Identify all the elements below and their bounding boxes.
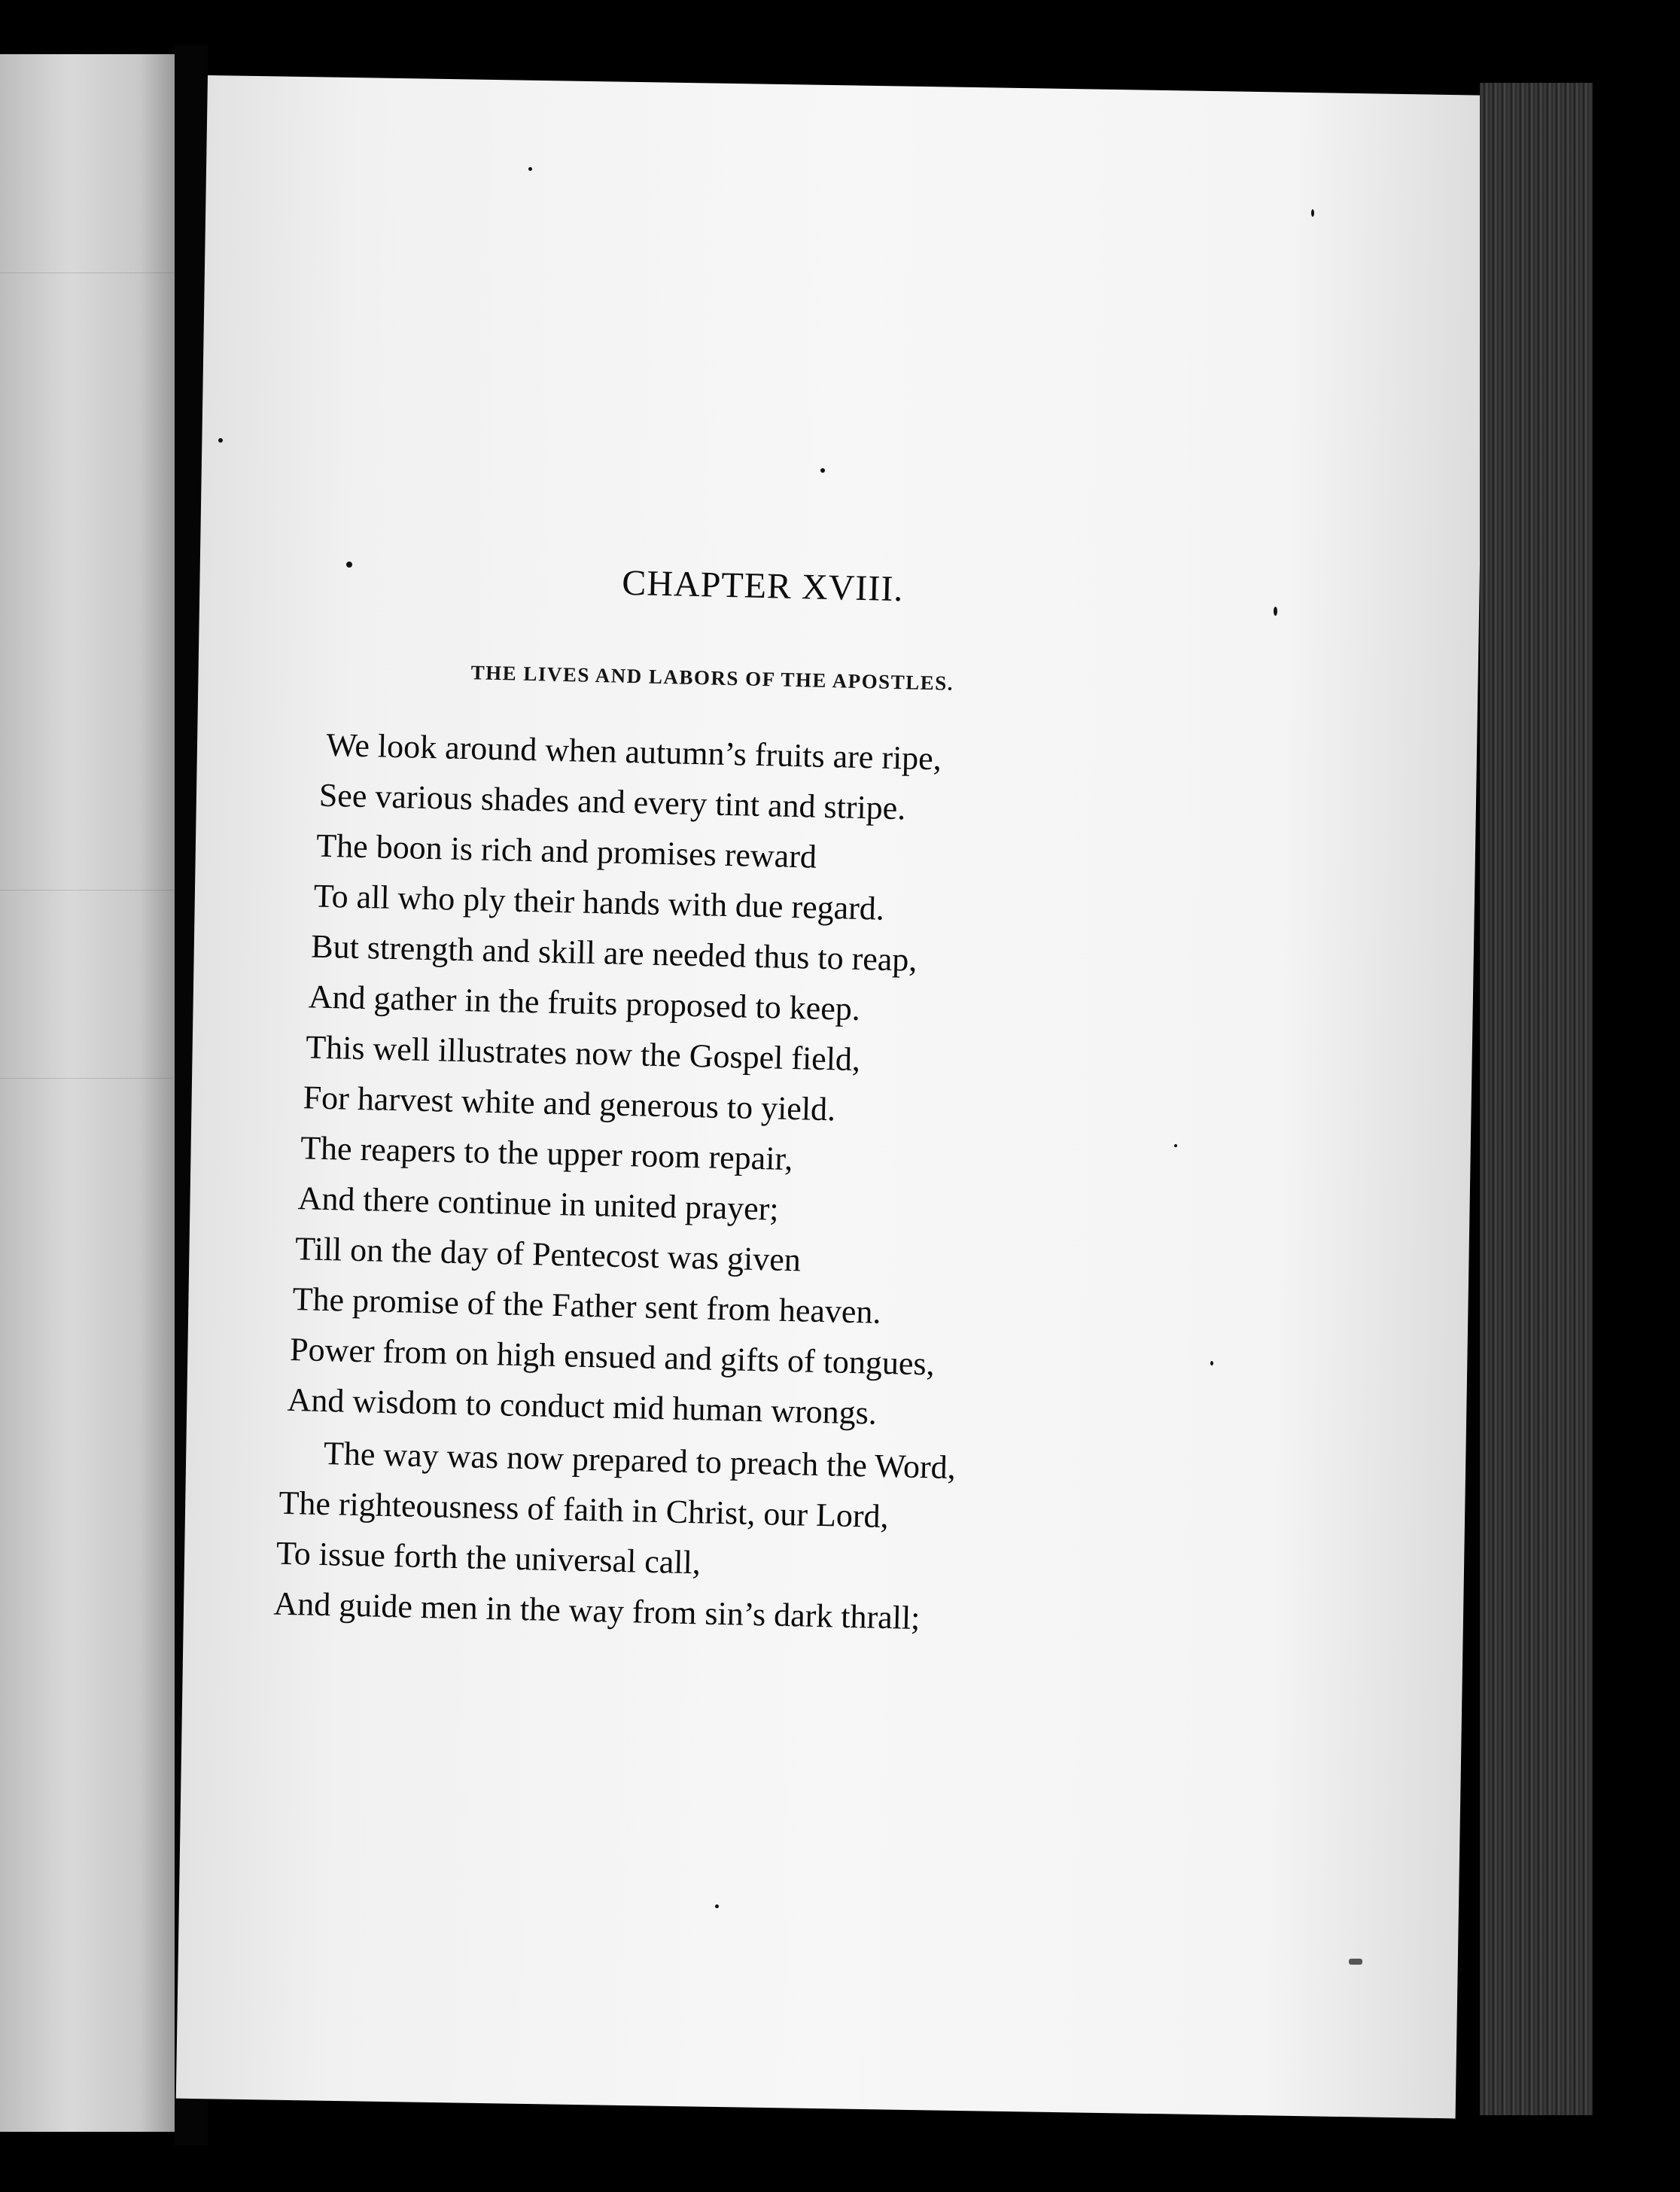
- verse-line: See various shades and every tint and stripe.: [318, 776, 906, 827]
- verse-line: But strength and skill are needed thus to reap,: [310, 927, 918, 979]
- verse-line: Power from on high ensued and gifts of tongues,: [289, 1330, 936, 1383]
- verse-line: The way was now prepared to preach the Word,: [323, 1435, 957, 1487]
- verse-line: The boon is rich and promises reward: [315, 827, 817, 875]
- verse-line: And there continue in united prayer;: [297, 1180, 780, 1228]
- verse-line: We look around when autumn’s fruits are ripe,: [325, 726, 942, 778]
- chapter-subtitle: THE LIVES AND LABORS OF THE APOSTLES.: [470, 661, 954, 695]
- verse-line: For harvest white and generous to yield.: [303, 1079, 836, 1128]
- verse-line: This well illustrates now the Gospel field,: [305, 1028, 861, 1079]
- verse-line: Till on the day of Pentecost was given: [294, 1230, 802, 1279]
- verse-line: And wisdom to conduct mid human wrongs.: [287, 1381, 878, 1432]
- verse-line: The righteousness of faith in Christ, our Lord,: [278, 1484, 890, 1536]
- verse-line: To issue forth the universal call,: [275, 1534, 702, 1582]
- verse-line: The reapers to the upper room repair,: [300, 1129, 793, 1178]
- verse-line: And guide men in the way from sin’s dark thrall;: [272, 1585, 921, 1637]
- verse-line: And gather in the fruits proposed to keep.: [308, 978, 861, 1028]
- verse-line: To all who ply their hands with due regard.: [313, 877, 885, 927]
- verse-line: The promise of the Father sent from heaven.: [292, 1280, 882, 1331]
- chapter-title: CHAPTER XVIII.: [621, 562, 904, 610]
